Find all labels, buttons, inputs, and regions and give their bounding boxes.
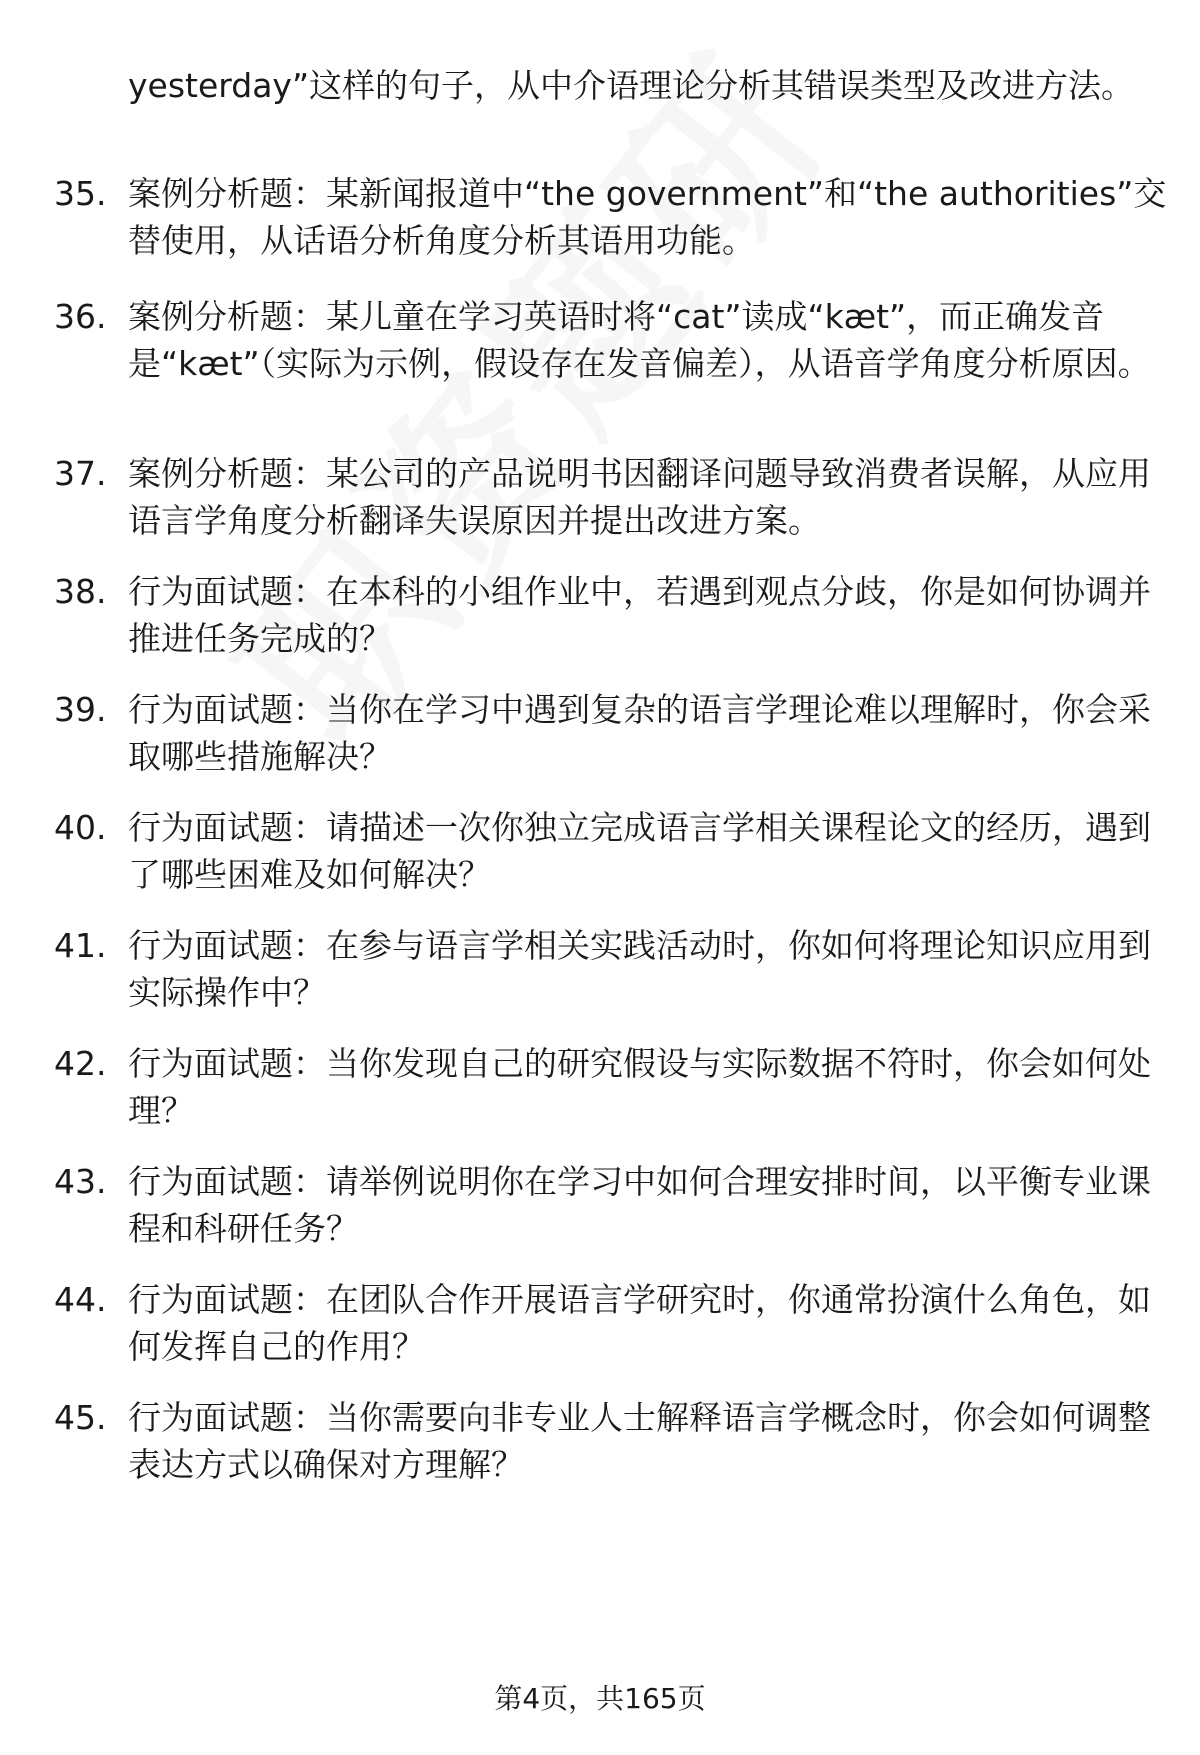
question-text: 案例分析题：某公司的产品说明书因翻译问题导致消费者误解，从应用语言学角度分析翻译失误原因并提出改进方案。 (128, 454, 1151, 540)
question-number: 44. (54, 1280, 107, 1319)
question-number: 35. (54, 174, 107, 213)
question-text: 行为面试题：在团队合作开展语言学研究时，你通常扮演什么角色，如何发挥自己的作用？ (128, 1280, 1151, 1366)
question-number: 45. (54, 1398, 107, 1437)
question-number: 43. (54, 1162, 107, 1201)
question-text: 行为面试题：当你在学习中遇到复杂的语言学理论难以理解时，你会采取哪些措施解决？ (128, 690, 1151, 776)
question-text: 行为面试题：请描述一次你独立完成语言学相关课程论文的经历，遇到了哪些困难及如何解决？ (128, 808, 1151, 894)
continuation-text: yesterday”这样的句子，从中介语理论分析其错误类型及改进方法。 (128, 66, 1135, 105)
question-text: 行为面试题：请举例说明你在学习中如何合理安排时间，以平衡专业课程和科研任务？ (128, 1162, 1151, 1248)
watermark (170, 0, 878, 788)
question-text: 案例分析题：某新闻报道中“the government”和“the authorities”交替使用，从话语分析角度分析其语用功能。 (128, 174, 1167, 260)
question-number: 41. (54, 926, 107, 965)
question-number: 39. (54, 690, 107, 729)
question-text: 案例分析题：某儿童在学习英语时将“cat”读成“kæt”，而正确发音是“kæt”（实际为示例，假设存在发音偏差），从语音学角度分析原因。 (128, 297, 1151, 383)
question-number: 36. (54, 297, 107, 336)
question-number: 42. (54, 1044, 107, 1083)
question-text: 行为面试题：在本科的小组作业中，若遇到观点分歧，你是如何协调并推进任务完成的？ (128, 572, 1151, 658)
question-number: 38. (54, 572, 107, 611)
question-text: 行为面试题：当你需要向非专业人士解释语言学概念时，你会如何调整表达方式以确保对方理解？ (128, 1398, 1151, 1484)
question-number: 40. (54, 808, 107, 847)
page-footer: 第4页，共165页 (494, 1682, 706, 1715)
question-text: 行为面试题：在参与语言学相关实践活动时，你如何将理论知识应用到实际操作中？ (128, 926, 1151, 1012)
question-text: 行为面试题：当你发现自己的研究假设与实际数据不符时，你会如何处理？ (128, 1044, 1151, 1130)
question-number: 37. (54, 454, 107, 493)
